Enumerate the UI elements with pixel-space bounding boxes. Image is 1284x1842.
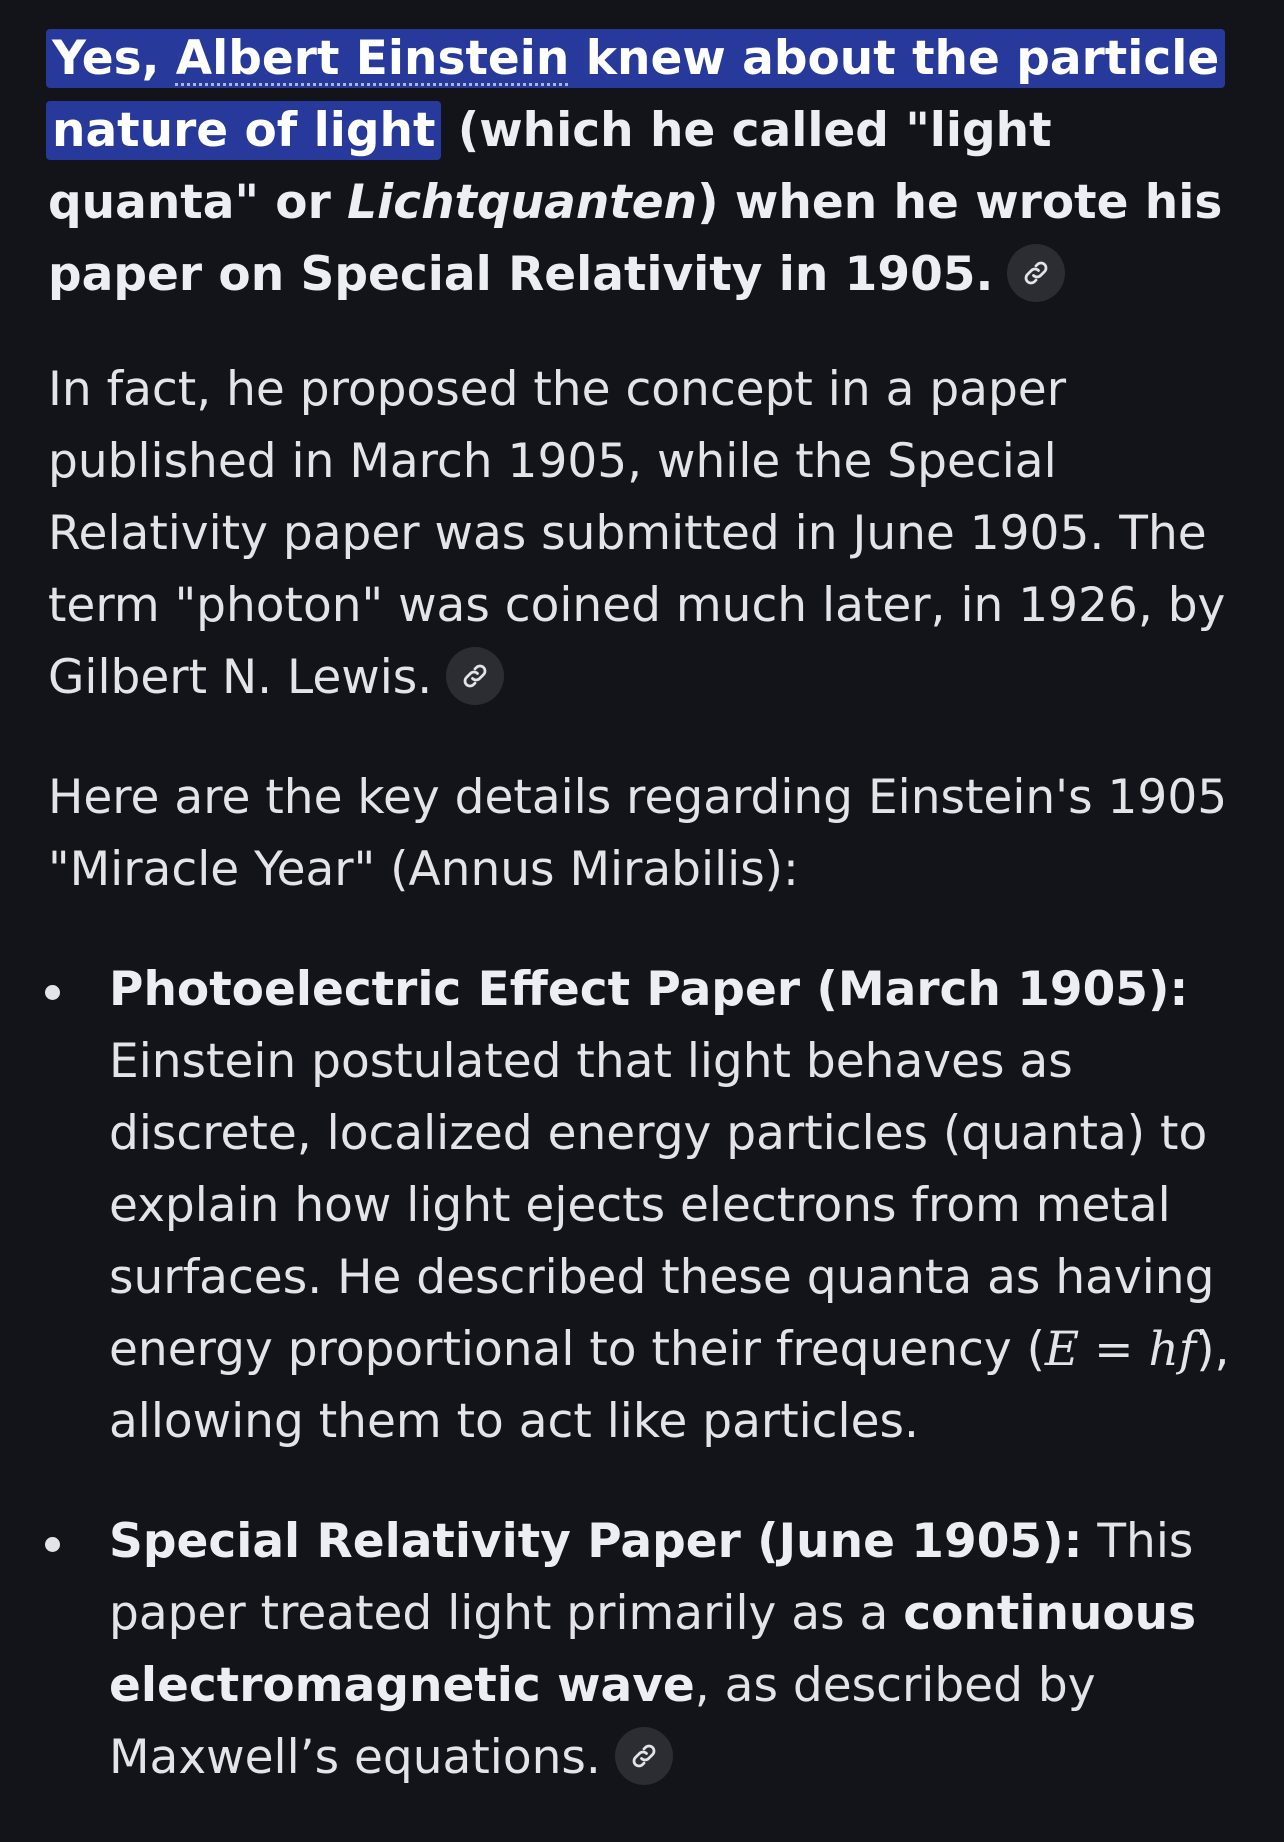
bullet-title: Photoelectric Effect Paper (March 1905):: [109, 962, 1189, 1017]
list-item: [48, 954, 1258, 1458]
paragraph-details-text: In fact, he proposed the concept in a paper published in March 1905, while the Special Relativity paper was submitted in June 1905. The term "photon" was coined much later, in 1926, by Gilbert N. Lewis.: [48, 362, 1226, 705]
entity-link-albert-einstein[interactable]: Albert Einstein: [175, 31, 570, 86]
highlight-rest: knew about the particle nature of light: [52, 31, 1220, 158]
response-content: [48, 23, 1258, 1842]
source-link-button[interactable]: [615, 1727, 673, 1785]
bullet-dot: [45, 985, 60, 1000]
source-link-button[interactable]: [1007, 244, 1065, 302]
source-link-button[interactable]: [446, 647, 504, 705]
bullet-text: Einstein postulated that light behaves as discrete, localized energy particles (quanta) to explain how light ejects electrons from metal surfaces. He described these quanta as having energy proportional to their frequency (: [109, 1034, 1215, 1377]
bullet-title: Special Relativity Paper (June 1905):: [109, 1514, 1083, 1569]
intro-italic-term: Lichtquanten: [347, 175, 698, 230]
intro-bold-part1: (which he called "light quanta" or: [48, 103, 1052, 230]
highlight-lead: Yes,: [52, 31, 176, 86]
intro-bold-part2: ) when he wrote his paper on Special Relativity in 1905.: [48, 175, 1223, 302]
intro-paragraph: [48, 23, 1258, 311]
paragraph-details: [48, 354, 1258, 714]
math-formula: E = hf: [1044, 1322, 1197, 1377]
paragraph-key-details: Here are the key details regarding Einstein's 1905 "Miracle Year" (Annus Mirabilis):: [48, 770, 1228, 897]
link-icon: [460, 661, 490, 691]
bullet-dot: [45, 1537, 60, 1552]
bullet-list: [48, 954, 1258, 1794]
bullet-text-end: , as described by Maxwell’s equations.: [109, 1658, 1096, 1785]
link-icon: [1021, 258, 1051, 288]
link-icon: [629, 1741, 659, 1771]
list-item: [48, 1506, 1258, 1794]
bullet-text: This paper treated light primarily as a: [109, 1514, 1194, 1641]
bullet-bold-text: continuous electromagnetic wave: [109, 1586, 1197, 1713]
bullet-text-end: ), allowing them to act like particles.: [109, 1322, 1230, 1449]
